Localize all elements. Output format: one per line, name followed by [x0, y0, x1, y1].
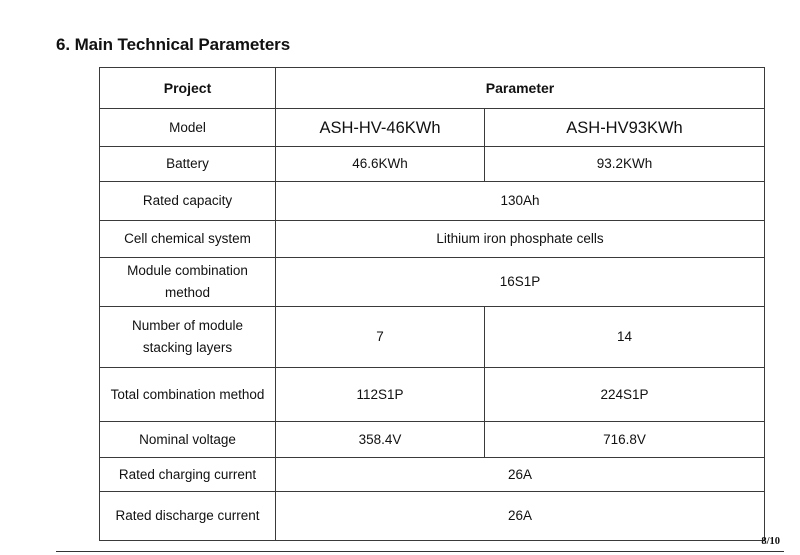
row-label: Rated discharge current [100, 492, 276, 541]
cell-value: Lithium iron phosphate cells [276, 221, 765, 258]
row-label: Nominal voltage [100, 422, 276, 458]
row-label: Module combination method [100, 258, 276, 307]
table-row [100, 147, 765, 182]
row-label: Rated charging current [100, 458, 276, 492]
table-row [100, 109, 765, 147]
cell-value: 16S1P [276, 258, 765, 307]
table-row [100, 307, 765, 368]
cell-value: 26A [276, 458, 765, 492]
cell-value: ASH-HV-46KWh [276, 109, 485, 147]
cell-value: 112S1P [276, 368, 485, 422]
cell-value: 716.8V [485, 422, 765, 458]
table-row [100, 182, 765, 221]
table-row [100, 368, 765, 422]
table-row [100, 422, 765, 458]
row-label: Model [100, 109, 276, 147]
cell-value: 93.2KWh [485, 147, 765, 182]
row-label: Battery [100, 147, 276, 182]
cell-value: 46.6KWh [276, 147, 485, 182]
table-row [100, 492, 765, 541]
technical-parameters-table [99, 67, 765, 541]
cell-value: 358.4V [276, 422, 485, 458]
cell-value: 130Ah [276, 182, 765, 221]
footer-divider [56, 551, 784, 552]
cell-value: 224S1P [485, 368, 765, 422]
row-label: Number of module stacking layers [100, 307, 276, 368]
table-row [100, 221, 765, 258]
header-parameter: Parameter [276, 68, 765, 109]
table-row [100, 458, 765, 492]
cell-value: 26A [276, 492, 765, 541]
page-number: 8/10 [761, 536, 780, 547]
row-label: Rated capacity [100, 182, 276, 221]
table-header-row [100, 68, 765, 109]
row-label: Total combination method [100, 368, 276, 422]
cell-value: ASH-HV93KWh [485, 109, 765, 147]
header-project: Project [100, 68, 276, 109]
cell-value: 14 [485, 307, 765, 368]
row-label: Cell chemical system [100, 221, 276, 258]
table-row [100, 258, 765, 307]
section-title: 6. Main Technical Parameters [56, 35, 291, 54]
cell-value: 7 [276, 307, 485, 368]
